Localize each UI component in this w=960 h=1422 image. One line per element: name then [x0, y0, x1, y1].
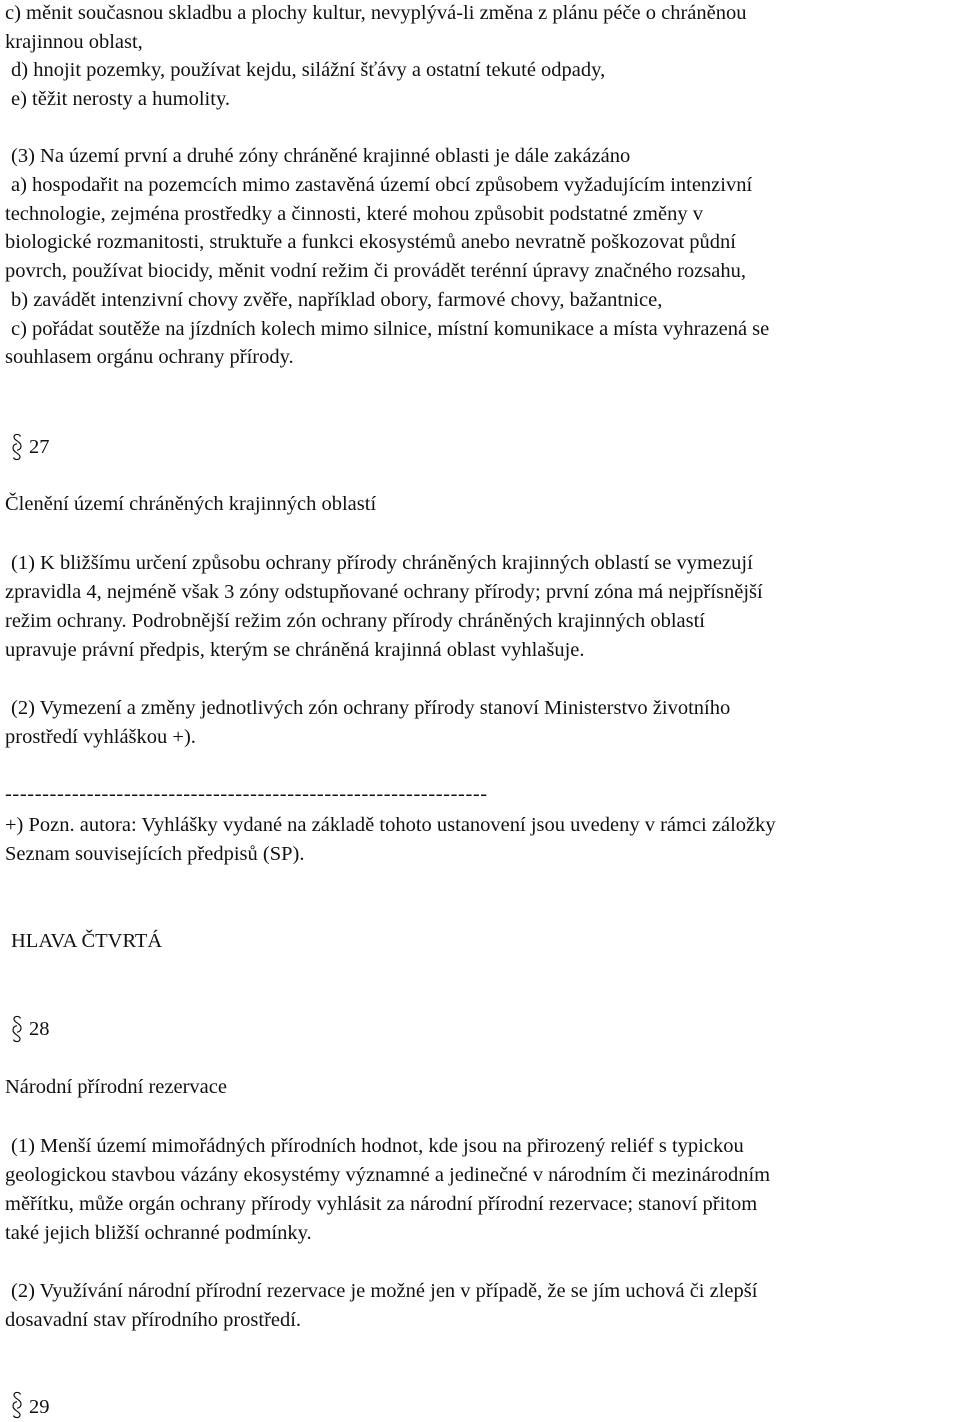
item-a-line-2: technologie, zejména prostředky a činnosti, které mohou způsobit podstatné změny v [5, 203, 703, 225]
item-a-line-1: a) hospodařit na pozemcích mimo zastavěná území obcí způsobem vyžadujícím intenzivní [11, 174, 753, 196]
item-d: d) hnojit pozemky, používat kejdu, silážní šťávy a ostatní tekuté odpady, [11, 59, 606, 81]
s28-par-1-line-2: geologickou stavbou vázány ekosystémy významné a jedinečné v národním či mezinárodním [5, 1164, 771, 1186]
item-a-line-4: povrch, používat biocidy, měnit vodní režim či provádět terénní úpravy značného rozsahu, [5, 260, 746, 282]
section-28-title: Národní přírodní rezervace [5, 1076, 227, 1098]
item-c-line-1: c) měnit současnou skladbu a plochy kultur, nevyplývá-li změna z plánu péče o chráněnou [5, 2, 747, 24]
chapter-heading: HLAVA ČTVRTÁ [11, 930, 163, 952]
s27-par-2-line-2: prostředí vyhláškou +). [5, 726, 196, 748]
footnote-separator: ----------------------------------------------------------------- [5, 783, 488, 805]
s28-par-1-line-3: měřítku, může orgán ochrany přírody vyhlásit za národní přírodní rezervace; stanoví přitom [5, 1193, 758, 1215]
section-number-28: 28 [29, 1018, 50, 1040]
s27-par-1-line-2: zpravidla 4, nejméně však 3 zóny odstupňované ochrany přírody; první zóna má nejpřísnější [5, 581, 763, 603]
item-a-line-3: biologické rozmanitosti, struktuře a funkci ekosystémů anebo nevratně poškozovat půdní [5, 231, 736, 253]
item-c-line-1b: c) pořádat soutěže na jízdních kolech mimo silnice, místní komunikace a místa vyhrazená se [11, 318, 770, 340]
s27-par-1-line-1: (1) K bližšímu určení způsobu ochrany přírody chráněných krajinných oblastí se vymezují [11, 552, 753, 574]
footnote-line-1: +) Pozn. autora: Vyhlášky vydané na základě tohoto ustanovení jsou uvedeny v rámci záložky [5, 814, 776, 836]
item-b: b) zavádět intenzivní chovy zvěře, například obory, farmové chovy, bažantnice, [11, 289, 663, 311]
s27-par-1-line-3: režim ochrany. Podrobnější režim zón ochrany přírody chráněných krajinných oblastí [5, 610, 705, 632]
item-e: e) těžit nerosty a humolity. [11, 88, 230, 110]
section-sign-icon [11, 432, 23, 462]
item-c-line-2b: souhlasem orgánu ochrany přírody. [5, 346, 294, 368]
s28-par-2-line-1: (2) Využívání národní přírodní rezervace je možné jen v případě, že se jím uchová či zlepší [11, 1280, 758, 1302]
s27-par-1-line-4: upravuje právní předpis, kterým se chráněná krajinná oblast vyhlašuje. [5, 639, 585, 661]
section-number-29: 29 [29, 1396, 50, 1418]
paragraph-3-intro: (3) Na území první a druhé zóny chráněné krajinné oblasti je dále zakázáno [11, 145, 631, 167]
section-sign-icon [11, 1014, 23, 1044]
s28-par-1-line-4: také jejich bližší ochranné podmínky. [5, 1222, 312, 1244]
item-c-line-2: krajinnou oblast, [5, 31, 143, 53]
section-sign-icon [11, 1390, 23, 1420]
s28-par-1-line-1: (1) Menší území mimořádných přírodních hodnot, kde jsou na přirozený reliéf s typickou [11, 1135, 744, 1157]
section-27-title: Členění území chráněných krajinných oblastí [5, 493, 377, 515]
section-number-27: 27 [29, 436, 50, 458]
s27-par-2-line-1: (2) Vymezení a změny jednotlivých zón ochrany přírody stanoví Ministerstvo životního [11, 697, 731, 719]
footnote-line-2: Seznam souvisejících předpisů (SP). [5, 843, 305, 865]
s28-par-2-line-2: dosavadní stav přírodního prostředí. [5, 1309, 302, 1331]
